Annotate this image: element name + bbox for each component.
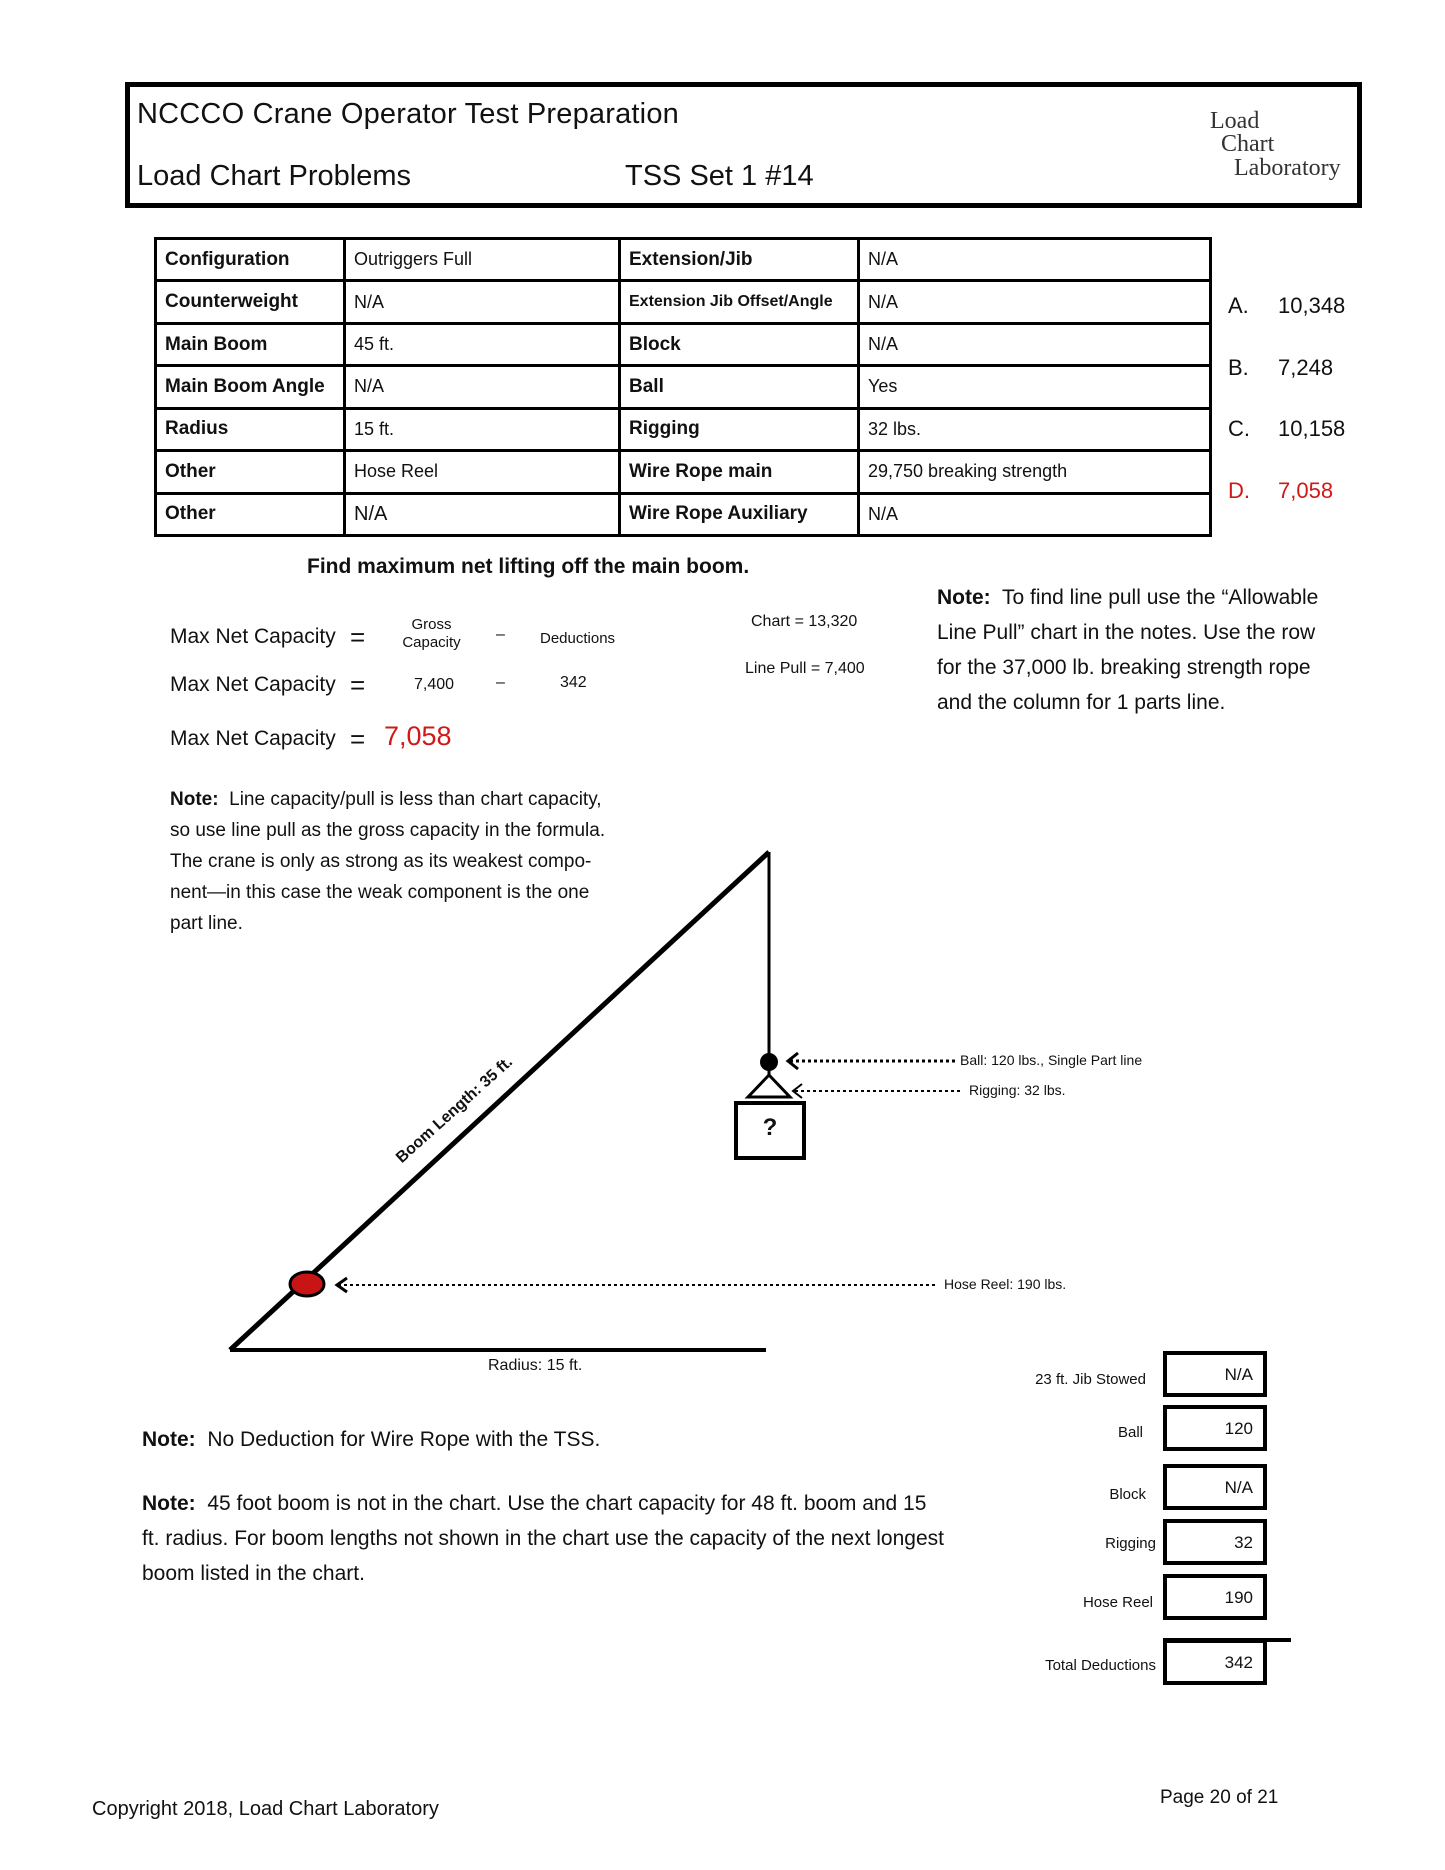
note-line: Line Pull” chart in the notes. Use the row (937, 621, 1316, 644)
note-line: boom listed in the chart. (142, 1562, 365, 1585)
deduction-box-jib: N/A (1163, 1351, 1267, 1397)
deduction-label-jib: 23 ft. Jib Stowed (1035, 1371, 1146, 1388)
formula-label-1: Max Net Capacity (170, 625, 336, 648)
config-value: Hose Reel (345, 451, 620, 493)
note-line: for the 37,000 lb. breaking strength rope (937, 656, 1311, 679)
config-label: Configuration (156, 239, 345, 281)
answer-c-value: 10,158 (1278, 416, 1346, 441)
note-label: Note: (170, 789, 219, 810)
config-label: Ball (620, 366, 859, 408)
config-label: Rigging (620, 408, 859, 450)
config-label: Main Boom Angle (156, 366, 345, 408)
deduction-box-hose-reel: 190 (1163, 1574, 1267, 1620)
config-value: Yes (859, 366, 1211, 408)
radius-label: Radius: 15 ft. (488, 1357, 583, 1374)
note-line: part line. (170, 913, 243, 934)
note-boom-length (142, 1486, 1012, 1591)
config-label: Wire Rope Auxiliary (620, 493, 859, 535)
ball-label: Ball: 120 lbs., Single Part line (960, 1052, 1143, 1068)
deduction-label-block: Block (1109, 1486, 1146, 1503)
note-label: Note: (142, 1428, 196, 1451)
note-line: and the column for 1 parts line. (937, 691, 1226, 714)
formula-equals-2: = (350, 670, 366, 700)
note-line: ft. radius. For boom lengths not shown in the chart use the capacity of the next longest (142, 1527, 944, 1550)
gross-capacity-value: 7,400 (414, 676, 455, 693)
formula-label-3: Max Net Capacity (170, 727, 336, 750)
config-label: Block (620, 323, 859, 365)
deduction-box-total: 342 (1163, 1639, 1267, 1685)
question-text: Find maximum net lifting off the main boom. (307, 555, 750, 578)
rigging-icon (748, 1075, 790, 1097)
answer-c-letter: C. (1228, 416, 1250, 441)
logo-line-laboratory: Laboratory (1234, 155, 1341, 181)
boom-length-label: Boom Length: 35 ft. (393, 1053, 517, 1167)
header-title: NCCCO Crane Operator Test Preparation (137, 98, 679, 130)
note-wire-rope (142, 1422, 600, 1457)
deduction-label-rigging: Rigging (1105, 1535, 1156, 1552)
config-label: Extension Jib Offset/Angle (620, 281, 859, 323)
answer-b-letter: B. (1228, 355, 1249, 380)
config-value: 32 lbs. (859, 408, 1211, 450)
note-line: Line capacity/pull is less than chart capacity, (229, 789, 602, 810)
config-value: N/A (859, 323, 1211, 365)
note-label: Note: (142, 1492, 196, 1515)
line-pull-value: Line Pull = 7,400 (745, 660, 865, 677)
header-set-number: TSS Set 1 #14 (625, 160, 814, 192)
config-value: N/A (859, 281, 1211, 323)
deduction-label-total: Total Deductions (1045, 1657, 1156, 1674)
note-line: so use line pull as the gross capacity in the formula. (170, 820, 606, 841)
hose-reel-icon (290, 1272, 324, 1296)
config-label: Other (156, 493, 345, 535)
config-value: N/A (345, 281, 620, 323)
footer-page-number: Page 20 of 21 (1160, 1787, 1279, 1808)
answer-d-value: 7,058 (1278, 478, 1334, 503)
config-value: N/A (859, 239, 1211, 281)
formula-equals-1: = (350, 622, 366, 652)
config-label: Counterweight (156, 281, 345, 323)
note-line: nent—in this case the weak component is the one (170, 882, 590, 903)
answer-a-value: 10,348 (1278, 293, 1346, 318)
config-label: Wire Rope main (620, 451, 859, 493)
header-subtitle: Load Chart Problems (137, 160, 412, 192)
config-value: N/A (345, 493, 620, 535)
hose-reel-label: Hose Reel: 190 lbs. (944, 1276, 1067, 1292)
config-label: Main Boom (156, 323, 345, 365)
answer-b-value: 7,248 (1278, 355, 1334, 380)
deduction-box-ball: 120 (1163, 1405, 1267, 1451)
note-line: No Deduction for Wire Rope with the TSS. (207, 1428, 601, 1451)
logo-line-load: Load (1210, 108, 1260, 134)
config-value: Outriggers Full (345, 239, 620, 281)
note-line: 45 foot boom is not in the chart. Use the chart capacity for 48 ft. boom and 15 (207, 1492, 927, 1515)
config-label: Extension/Jib (620, 239, 859, 281)
max-net-capacity-result: 7,058 (384, 721, 452, 751)
chart-capacity: Chart = 13,320 (751, 613, 858, 630)
footer-copyright: Copyright 2018, Load Chart Laboratory (92, 1798, 439, 1820)
answer-a-letter: A. (1228, 293, 1249, 318)
note-label: Note: (937, 586, 991, 609)
note-line: The crane is only as strong as its weakest compo- (170, 851, 592, 872)
config-value: N/A (345, 366, 620, 408)
config-value: 29,750 breaking strength (859, 451, 1211, 493)
logo-line-chart: Chart (1221, 131, 1275, 157)
deduction-label-hose-reel: Hose Reel (1082, 1594, 1153, 1611)
config-label: Other (156, 451, 345, 493)
formula-minus-2: – (496, 674, 505, 691)
deduction-value: 342 (560, 674, 587, 691)
answer-d-letter: D. (1228, 478, 1250, 503)
rigging-label: Rigging: 32 lbs. (969, 1082, 1066, 1098)
config-label: Radius (156, 408, 345, 450)
config-value: 45 ft. (345, 323, 620, 365)
gross-capacity-line2: Capacity (402, 634, 461, 651)
formula-equals-3: = (350, 724, 366, 754)
deduction-box-rigging: 32 (1163, 1519, 1267, 1565)
deductions-heading: Deductions (540, 630, 616, 647)
deduction-label-ball: Ball (1117, 1424, 1143, 1441)
formula-label-2: Max Net Capacity (170, 673, 336, 696)
gross-capacity-line1: Gross (411, 616, 452, 633)
load-question-mark: ? (762, 1114, 778, 1141)
config-value: 15 ft. (345, 408, 620, 450)
note-line: To find line pull use the “Allowable (1001, 586, 1319, 609)
deduction-box-block: N/A (1163, 1464, 1267, 1510)
formula-minus-1: – (496, 626, 505, 643)
config-value: N/A (859, 493, 1211, 535)
